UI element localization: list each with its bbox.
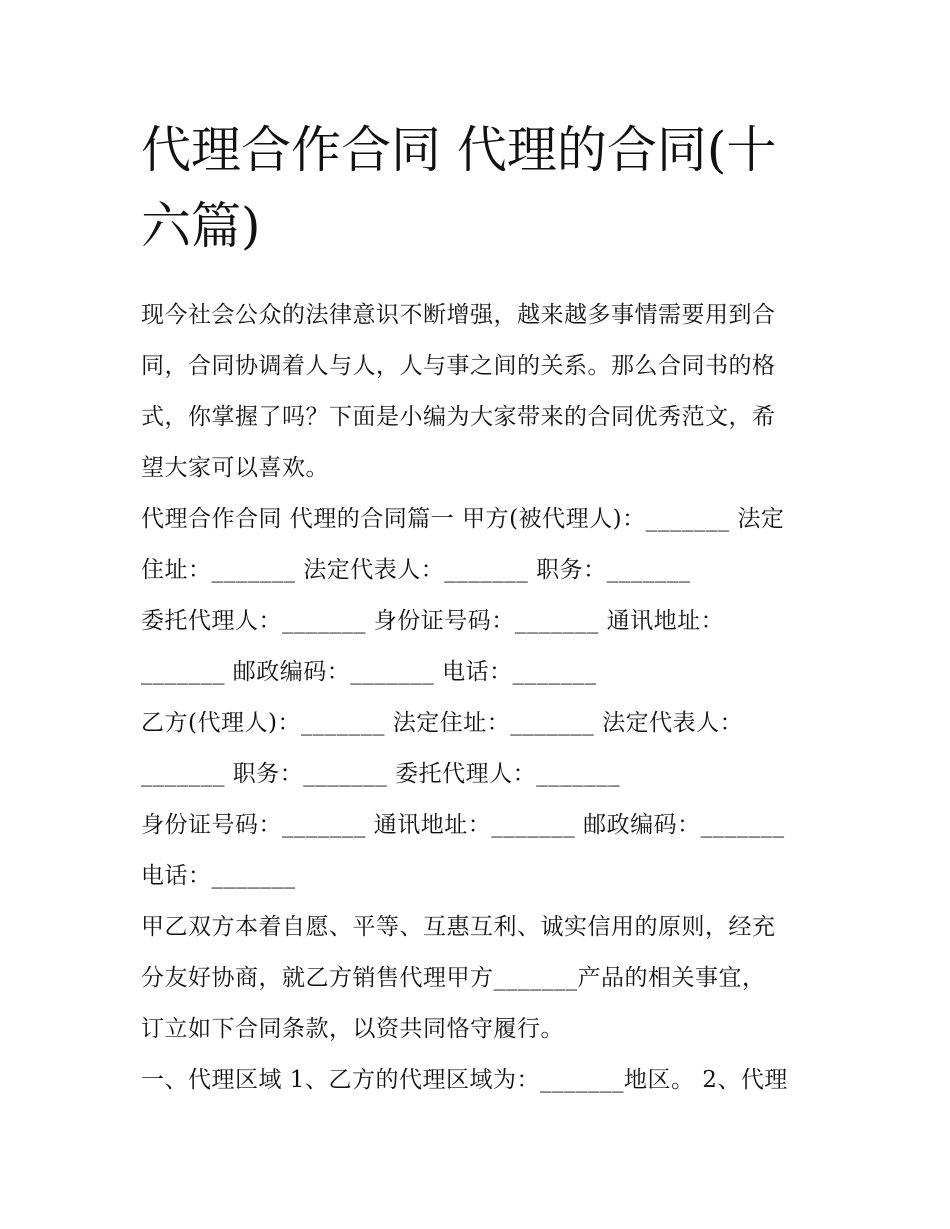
body-line: 望大家可以喜欢。: [141, 455, 329, 481]
body-line: 身份证号码：_______ 通讯地址：_______ 邮政编码：_______: [141, 812, 785, 838]
body-line: 代理合作合同 代理的合同篇一 甲方(被代理人)：_______ 法定: [141, 506, 785, 532]
document-body: [141, 290, 821, 1106]
body-line: 住址：_______ 法定代表人：_______ 职务：_______: [141, 557, 691, 583]
body-line: 式，你掌握了吗？下面是小编为大家带来的合同优秀范文，希: [141, 404, 776, 430]
document-page: [141, 112, 821, 1106]
body-line: 分友好协商，就乙方销售代理甲方_______产品的相关事宜，: [141, 965, 766, 991]
body-line: _______ 职务：_______ 委托代理人：_______: [141, 761, 621, 787]
body-line: 现今社会公众的法律意识不断增强，越来越多事情需要用到合: [141, 302, 776, 328]
body-line: 甲乙双方本着自愿、平等、互惠互利、诚实信用的原则，经充: [141, 914, 776, 940]
body-line: 同，合同协调着人与人，人与事之间的关系。那么合同书的格: [141, 353, 776, 379]
document-title: 代理合作合同 代理的合同(十六篇): [141, 121, 777, 255]
body-line: 电话：_______: [141, 863, 296, 889]
body-line: 乙方(代理人)：_______ 法定住址：_______ 法定代表人：: [141, 710, 744, 736]
body-line: _______ 邮政编码：_______ 电话：_______: [141, 659, 597, 685]
body-line: 一、代理区域 1、乙方的代理区域为：_______地区。 2、代理: [141, 1067, 788, 1093]
body-line: 订立如下合同条款，以资共同恪守履行。: [141, 1016, 564, 1042]
body-line: 委托代理人：_______ 身份证号码：_______ 通讯地址：: [141, 608, 725, 634]
